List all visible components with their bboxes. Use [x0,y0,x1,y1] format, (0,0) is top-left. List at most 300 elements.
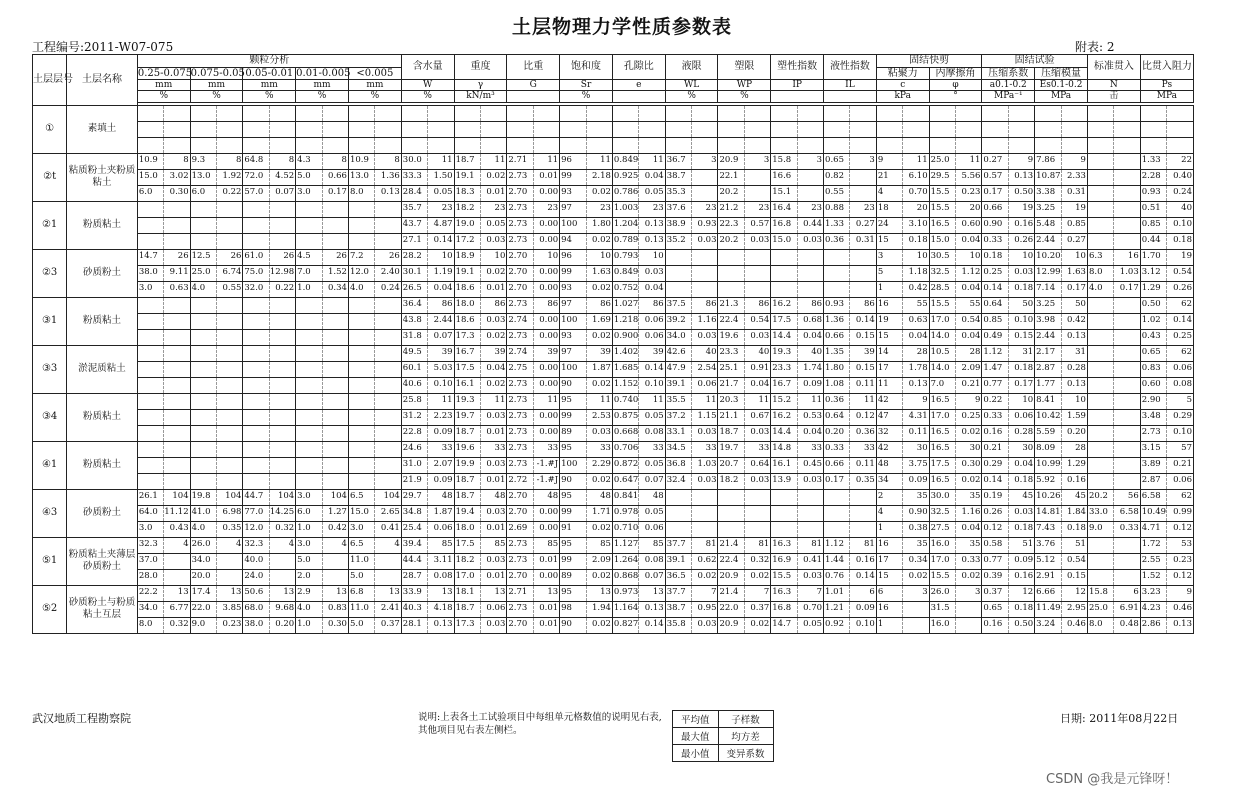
value-cell [1114,153,1140,169]
value-cell: 0.02 [480,329,506,345]
value-cell: 0.12 [1167,569,1194,585]
value-cell: 0.20 [1061,425,1087,441]
value-cell: 1.52 [1140,569,1166,585]
header-symbol: WL [665,80,718,91]
value-cell: 30.1 [401,265,427,281]
value-cell: 0.18 [1008,473,1034,489]
value-cell [375,297,401,313]
value-cell [269,329,295,345]
value-cell: 4.0 [1087,281,1113,297]
value-cell [1035,137,1061,153]
value-cell: 17.2 [454,233,480,249]
value-cell: 95 [560,441,586,457]
value-cell [375,425,401,441]
value-cell [692,185,718,201]
value-cell: 0.04 [797,425,823,441]
value-cell: 2.75 [507,361,533,377]
value-cell: 42 [876,441,902,457]
value-cell: 15.0 [137,169,163,185]
value-cell [507,121,533,137]
value-cell: 4.52 [269,169,295,185]
table-row [33,201,1194,217]
value-cell: 2.73 [507,297,533,313]
value-cell: 21.3 [718,297,744,313]
value-cell: 0.14 [639,617,665,633]
value-cell: 0.710 [612,521,638,537]
value-cell: 0.53 [797,409,823,425]
value-cell [190,313,216,329]
value-cell: 0.62 [692,553,718,569]
header-grain-2: 0.05-0.01 [243,67,296,80]
header-symbol: IL [824,80,877,91]
value-cell: 0.33 [982,409,1008,425]
value-cell: 16.6 [771,169,797,185]
value-cell [348,201,374,217]
value-cell: 0.849 [612,265,638,281]
value-cell [190,233,216,249]
value-cell [322,569,348,585]
header-12: 压缩模量 [1035,67,1088,80]
value-cell: 0.85 [1061,217,1087,233]
value-cell: 20 [903,201,929,217]
value-cell [1167,105,1194,121]
value-cell: 0.99 [1167,505,1194,521]
header-9: 粘聚力 [876,67,929,80]
value-cell: 0.38 [903,521,929,537]
value-cell [771,489,797,505]
value-cell [1140,105,1166,121]
value-cell [375,137,401,153]
value-cell: 18.0 [454,297,480,313]
value-cell [269,409,295,425]
value-cell: 2.41 [375,601,401,617]
value-cell [243,393,269,409]
value-cell: 0.00 [533,409,559,425]
value-cell: 0.00 [533,361,559,377]
value-cell: 0.35 [217,521,243,537]
value-cell: 16.5 [929,473,955,489]
value-cell: 0.18 [1008,521,1034,537]
value-cell: 6.74 [217,265,243,281]
value-cell [348,217,374,233]
value-cell: 1.35 [824,345,850,361]
value-cell: 0.02 [956,473,982,489]
layer-number: ②1 [33,201,67,249]
value-cell [137,233,163,249]
value-cell [322,201,348,217]
table-row [33,169,1194,185]
value-cell: 0.17 [982,185,1008,201]
value-cell: 0.21 [956,377,982,393]
value-cell: 2.73 [507,201,533,217]
layer-name: 砂质粉土 [67,249,138,297]
value-cell: 11 [586,153,612,169]
value-cell: 0.11 [850,457,876,473]
soil-parameter-table [32,54,1194,634]
value-cell: 93 [560,185,586,201]
value-cell [375,345,401,361]
table-row [33,601,1194,617]
value-cell [243,361,269,377]
value-cell: 0.30 [322,617,348,633]
value-cell: 86 [428,297,454,313]
value-cell: 34.0 [190,553,216,569]
value-cell: 3.0 [348,521,374,537]
value-cell [797,185,823,201]
value-cell: 0.786 [612,185,638,201]
value-cell: 16.5 [929,441,955,457]
value-cell [269,345,295,361]
value-cell: 18.7 [454,489,480,505]
value-cell: 0.09 [797,377,823,393]
value-cell: 2.90 [1140,393,1166,409]
value-cell [1114,137,1140,153]
value-cell [190,345,216,361]
value-cell [718,105,744,121]
value-cell: 33 [692,441,718,457]
value-cell [428,105,454,121]
value-cell [137,377,163,393]
value-cell [1087,169,1113,185]
value-cell: 3 [744,153,770,169]
value-cell: 4.0 [190,281,216,297]
header-wl: 液限 [665,55,718,80]
value-cell: 6.0 [137,185,163,201]
value-cell: 0.00 [533,185,559,201]
value-cell [507,105,533,121]
value-cell [322,425,348,441]
value-cell [164,393,190,409]
value-cell: 0.13 [639,217,665,233]
value-cell: 2.44 [1035,329,1061,345]
value-cell: 0.28 [1008,425,1034,441]
value-cell [243,137,269,153]
value-cell: 48 [428,489,454,505]
value-cell: 48 [480,489,506,505]
layer-number: ④3 [33,489,67,537]
value-cell: 4 [876,505,902,521]
value-cell: 19.3 [454,393,480,409]
value-cell [269,217,295,233]
value-cell: 28.7 [401,569,427,585]
value-cell: 18.6 [454,313,480,329]
value-cell [480,105,506,121]
value-cell: 10.99 [1035,457,1061,473]
value-cell: 32.5 [929,265,955,281]
value-cell: 0.92 [824,617,850,633]
value-cell: 2.71 [507,153,533,169]
value-cell: 1.402 [612,345,638,361]
value-cell: 22.0 [190,601,216,617]
value-cell: 0.09 [903,473,929,489]
value-cell [190,361,216,377]
value-cell: 0.90 [982,217,1008,233]
value-cell: 0.33 [1114,521,1140,537]
value-cell: 17.5 [771,313,797,329]
value-cell: 38.0 [243,617,269,633]
value-cell: 14.0 [929,329,955,345]
value-cell: 72.0 [243,169,269,185]
value-cell [771,281,797,297]
value-cell: 25.4 [401,521,427,537]
value-cell [692,249,718,265]
value-cell: 56 [1114,489,1140,505]
value-cell: 0.10 [850,617,876,633]
value-cell: 0.54 [1167,265,1194,281]
value-cell: 39.1 [665,377,691,393]
value-cell: 0.30 [956,457,982,473]
value-cell: 0.06 [639,329,665,345]
value-cell: 0.01 [533,169,559,185]
value-cell: 35 [903,489,929,505]
value-cell: 13 [533,585,559,601]
value-cell: 22 [1167,153,1194,169]
value-cell: 0.03 [480,617,506,633]
value-cell: 15.5 [771,569,797,585]
value-cell: 0.45 [797,457,823,473]
value-cell [744,121,770,137]
value-cell: 47.9 [665,361,691,377]
value-cell [348,425,374,441]
value-cell [824,249,850,265]
value-cell: 1.70 [1140,249,1166,265]
value-cell [1114,553,1140,569]
value-cell [982,105,1008,121]
value-cell: 0.06 [428,521,454,537]
value-cell: 1.36 [375,169,401,185]
value-cell: 0.36 [824,233,850,249]
value-cell [164,377,190,393]
table-row [33,441,1194,457]
table-row [33,153,1194,169]
value-cell: 39 [428,345,454,361]
value-cell: 17.5 [454,361,480,377]
value-cell: 1.27 [322,505,348,521]
organization-name: 武汉地质工程勘察院 [32,712,131,725]
value-cell: 18.7 [454,601,480,617]
value-cell [718,521,744,537]
value-cell [533,105,559,121]
value-cell: 104 [164,489,190,505]
value-cell: 0.05 [480,217,506,233]
grain-unit-pct: % [243,91,296,102]
value-cell [744,281,770,297]
value-cell [692,137,718,153]
header-symbol: Sr [560,80,613,91]
value-cell: 17.5 [454,537,480,553]
value-cell: 20.2 [718,233,744,249]
value-cell: 18.2 [454,201,480,217]
value-cell: 20.3 [718,393,744,409]
value-cell [797,521,823,537]
value-cell: 28 [903,345,929,361]
value-cell: 1.03 [692,457,718,473]
value-cell: 0.58 [982,537,1008,553]
value-cell: 0.66 [982,201,1008,217]
value-cell [1061,121,1087,137]
value-cell: 0.02 [903,569,929,585]
value-cell: 2.09 [586,553,612,569]
value-cell: 0.85 [1140,217,1166,233]
value-cell [243,329,269,345]
value-cell: 16.0 [929,617,955,633]
value-cell: 1.33 [824,217,850,233]
value-cell [269,201,295,217]
value-cell [217,569,243,585]
value-cell: 1.218 [612,313,638,329]
value-cell: 27.1 [401,233,427,249]
value-cell [322,553,348,569]
value-cell [322,233,348,249]
value-cell: 2.40 [375,265,401,281]
value-cell: 1.204 [612,217,638,233]
value-cell: 0.668 [612,425,638,441]
value-cell: 26 [217,249,243,265]
value-cell: 0.21 [982,441,1008,457]
value-cell [1087,569,1113,585]
value-cell: 0.37 [744,601,770,617]
value-cell: 98 [560,601,586,617]
value-cell: 6.91 [1114,601,1140,617]
value-cell [375,313,401,329]
value-cell [903,105,929,121]
value-cell: 15 [876,329,902,345]
value-cell: 0.24 [1167,185,1194,201]
value-cell: 0.93 [824,297,850,313]
value-cell [322,105,348,121]
value-cell: 0.06 [1167,473,1194,489]
value-cell: 0.849 [612,153,638,169]
value-cell: 29.7 [401,489,427,505]
value-cell: 0.57 [744,217,770,233]
value-cell: 23.3 [771,361,797,377]
value-cell: 45 [1061,489,1087,505]
value-cell: 0.13 [375,185,401,201]
value-cell: 15.5 [929,185,955,201]
table-row [33,537,1194,553]
value-cell [1114,105,1140,121]
value-cell: 16.1 [771,457,797,473]
value-cell: 11 [480,153,506,169]
value-cell: 91 [560,521,586,537]
header-γ: 重度 [454,55,507,80]
value-cell: 4.71 [1140,521,1166,537]
value-cell [243,441,269,457]
value-cell [217,345,243,361]
value-cell: 2.70 [507,505,533,521]
value-cell [1061,105,1087,121]
value-cell: 2.70 [507,617,533,633]
value-cell [243,313,269,329]
value-cell: 0.17 [824,473,850,489]
value-cell: 36.7 [665,153,691,169]
value-cell: 5.56 [956,169,982,185]
value-cell: 19.1 [454,169,480,185]
value-cell: 1.152 [612,377,638,393]
value-cell: 1.0 [296,521,322,537]
value-cell: 2.73 [507,553,533,569]
value-cell: 10 [480,249,506,265]
page-title: 土层物理力学性质参数表 [511,16,732,38]
value-cell: 3.0 [137,521,163,537]
value-cell: 0.83 [322,601,348,617]
value-cell: 3 [850,153,876,169]
value-cell: 33 [480,441,506,457]
value-cell: 4.87 [428,217,454,233]
value-cell [137,345,163,361]
value-cell: 8 [269,153,295,169]
value-cell: 3.76 [1035,537,1061,553]
value-cell: 0.63 [903,313,929,329]
value-cell: 1.59 [1061,409,1087,425]
value-cell [850,265,876,281]
value-cell: 0.88 [824,201,850,217]
value-cell [797,249,823,265]
value-cell: 0.02 [586,473,612,489]
value-cell: 57.0 [243,185,269,201]
value-cell: 2.86 [1140,617,1166,633]
value-cell [428,137,454,153]
value-cell: 0.14 [850,569,876,585]
value-cell [797,281,823,297]
value-cell: 18.2 [718,473,744,489]
value-cell: 11.12 [164,505,190,521]
value-cell: 61.0 [243,249,269,265]
value-cell [269,233,295,249]
value-cell: 11 [428,153,454,169]
value-cell [876,137,902,153]
value-cell: 36.4 [401,297,427,313]
value-cell [217,105,243,121]
value-cell: 13 [428,585,454,601]
value-cell: 7 [744,585,770,601]
value-cell [269,457,295,473]
value-cell: 86 [692,297,718,313]
legend-label: 平均值 [673,711,719,728]
value-cell [956,137,982,153]
value-cell: 0.03 [692,617,718,633]
value-cell: 2.69 [507,521,533,537]
value-cell: 40.0 [243,553,269,569]
value-cell [269,569,295,585]
value-cell [586,121,612,137]
value-cell: 0.07 [639,569,665,585]
value-cell: 1.12 [982,345,1008,361]
value-cell: 0.01 [480,425,506,441]
value-cell [824,489,850,505]
value-cell: 0.64 [744,457,770,473]
value-cell [348,393,374,409]
value-cell: 0.04 [744,377,770,393]
value-cell [217,201,243,217]
value-cell [217,409,243,425]
value-cell: 39 [480,345,506,361]
value-cell: 33.1 [665,425,691,441]
value-cell: 11 [850,393,876,409]
value-cell: 2.73 [507,393,533,409]
value-cell: 0.26 [1008,233,1034,249]
value-cell: 10.87 [1035,169,1061,185]
value-cell [1087,313,1113,329]
value-cell: 4 [876,185,902,201]
value-cell: 0.03 [797,473,823,489]
value-cell [190,217,216,233]
value-cell [454,137,480,153]
value-cell: 0.01 [480,473,506,489]
value-cell: 16 [876,601,902,617]
value-cell: 32.3 [243,537,269,553]
value-cell: 42 [876,393,902,409]
